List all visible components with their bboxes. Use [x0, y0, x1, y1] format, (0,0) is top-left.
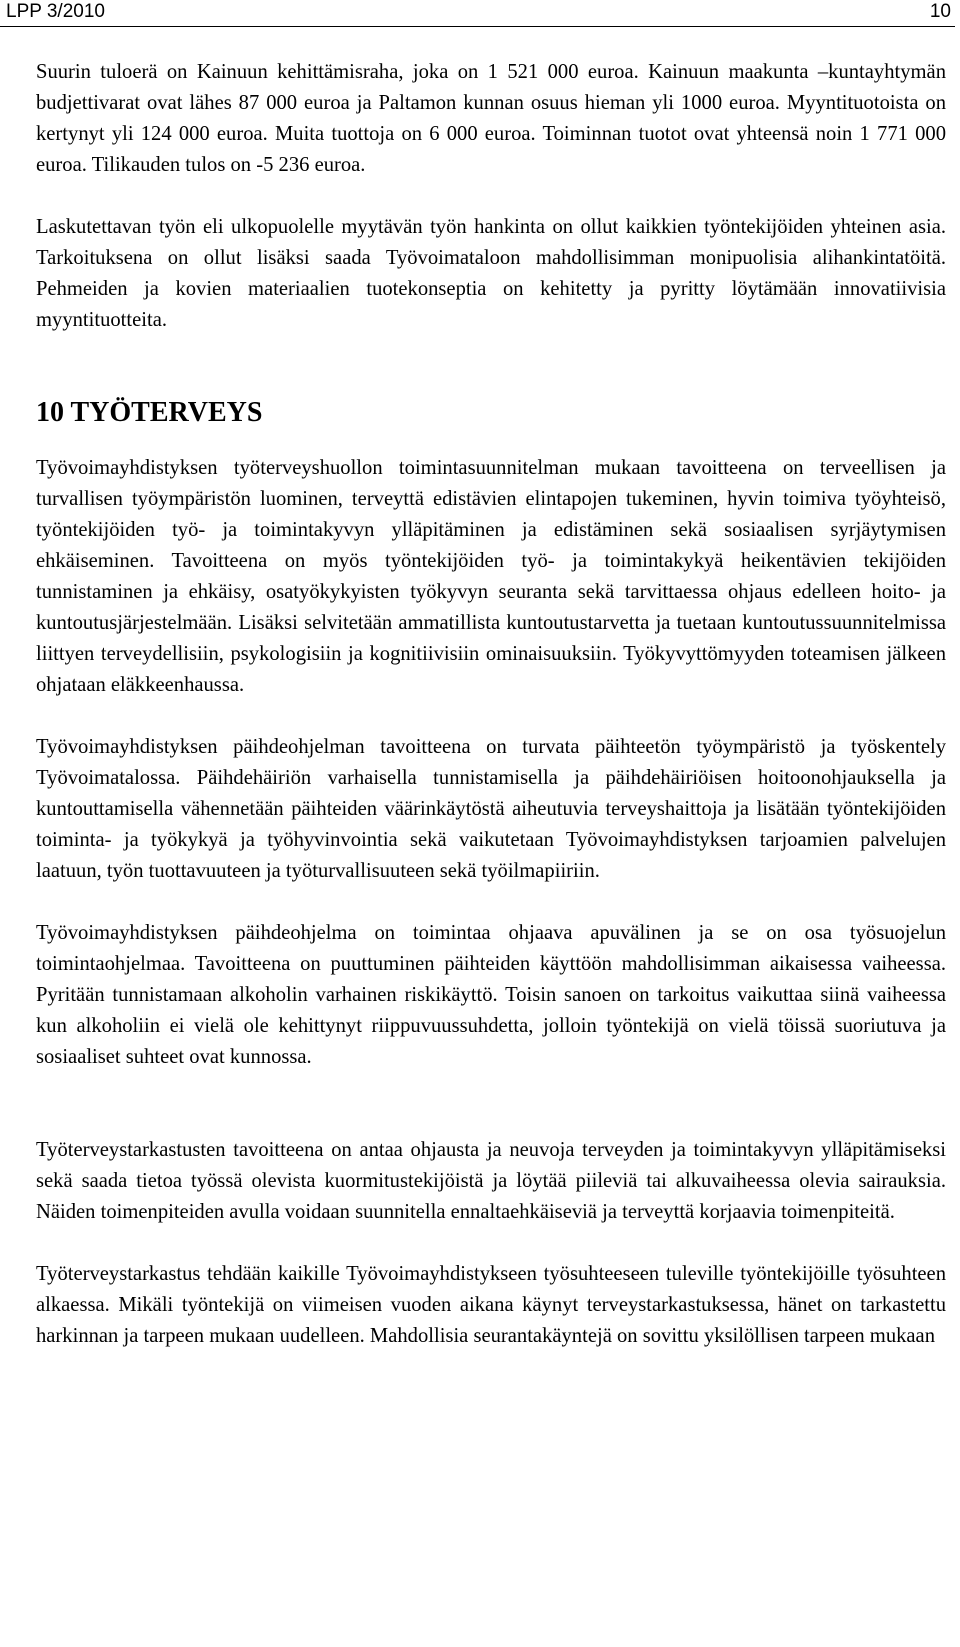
- paragraph-income: Suurin tuloerä on Kainuun kehittämisraha, joka on 1 521 000 euroa. Kainuun maakunta –kuntayhtymän budjettivarat ovat lähes 87 000 euroa ja Paltamon kunnan osuus hieman yli 1000 euroa. Myyntituotoista on kertynyt yli 124 000 euroa. Muita tuottoja on 6 000 euroa. Toiminnan tuotot ovat yhteensä noin 1 771 000 euroa. Tilikauden tulos on -5 236 euroa.: [36, 61, 946, 176]
- section-heading: 10 TYÖTERVEYS: [36, 397, 263, 428]
- paragraph-subcontracting: Laskutettavan työn eli ulkopuolelle myytävän työn hankinta on ollut kaikkien työntekijöiden yhteinen asia. Tarkoituksena on ollut lisäksi saada Työvoimataloon mahdollisimman monipuolisia alihankintatöitä. Pehmeiden ja kovien materiaalien tuotekonseptia on kehitetty ja pyritty löytämään innovatiivisia myyntituotteita.: [36, 216, 946, 331]
- paragraph-health-checks-goal: Työterveystarkastusten tavoitteena on antaa ohjausta ja neuvoja terveyden ja toimintakyvyn ylläpitämiseksi sekä saada tietoa työssä olevista kuormitustekijöistä ja löytää piileviä tai alkuvaiheessa olevia sairauksia. Näiden toimenpiteiden avulla voidaan suunnitella ennaltaehkäiseviä ja terveyttä korjaavia toimenpiteitä.: [36, 1139, 946, 1223]
- paragraph-substance-program-goal: Työvoimayhdistyksen päihdeohjelman tavoitteena on turvata päihteetön työympäristö ja työskentely Työvoimatalossa. Päihdehäiriön varhaisella tunnistamisella ja päihdehäiriöisen hoitoonohjauksella ja kuntouttamisella vähennetään päihteiden väärinkäytöstä aiheutuvia terveyshaittoja ja lisätään työntekijöiden toiminta- ja työkykyä ja työhyvinvointia sekä vaikutetaan Työvoimayhdistyksen tarjoamien palvelujen laatuun, työn tuottavuuteen ja työturvallisuuteen sekä työilmapiiriin.: [36, 736, 946, 882]
- page-header: [0, 0, 955, 27]
- page-number: 10: [929, 1, 951, 22]
- page-body: [36, 57, 946, 1352]
- paragraph-health-checks: Työterveystarkastus tehdään kaikille Työvoimayhdistykseen työsuhteeseen tuleville työntekijöille työsuhteen alkaessa. Mikäli työntekijä on viimeisen vuoden aikana käynyt terveystarkastuksessa, hänet on tarkastettu harkinnan ja tarpeen mukaan uudelleen. Mahdollisia seurantakäyntejä on sovittu yksilöllisen tarpeen mukaan: [36, 1263, 946, 1347]
- paragraph-occupational-health: Työvoimayhdistyksen työterveyshuollon toimintasuunnitelman mukaan tavoitteena on terveellisen ja turvallisen työympäristön luominen, terveyttä edistävien elintapojen tukeminen, hyvin toimiva työyhteisö, työntekijöiden työ- ja toimintakyvyn ylläpitäminen ja edistäminen sekä sosiaalisen syrjäytymisen ehkäiseminen. Tavoitteena on myös työntekijöiden työ- ja toimintakykyä heikentävien tekijöiden tunnistaminen ja ehkäisy, osatyökykyisten työkyvyn seuranta sekä tarvittaessa ohjaus edelleen hoito- ja kuntoutusjärjestelmään. Lisäksi selvitetään ammatillista kuntoutustarvetta ja tuetaan kuntoutussuunnitelmissa liittyen terveydellisiin, psykologisiin ja kognitiivisiin ominaisuuksiin. Työkyvyttömyyden toteamisen jälkeen ohjataan eläkkeenhaussa.: [36, 457, 946, 696]
- paragraph-substance-program-tool: Työvoimayhdistyksen päihdeohjelma on toimintaa ohjaava apuvälinen ja se on osa työsuojelun toimintaohjelmaa. Tavoitteena on puuttuminen päihteiden käyttöön mahdollisimman aikaisessa vaiheessa. Pyritään tunnistamaan alkoholin varhainen riskikäyttö. Toisin sanoen on tarkoitus vaikuttaa siinä vaiheessa kun alkoholiin ei vielä ole kehittynyt riippuvuussuhdetta, jolloin työntekijä on vielä töissä suoriutuva ja sosiaaliset suhteet ovat kunnossa.: [36, 922, 946, 1068]
- document-id: LPP 3/2010: [6, 1, 105, 22]
